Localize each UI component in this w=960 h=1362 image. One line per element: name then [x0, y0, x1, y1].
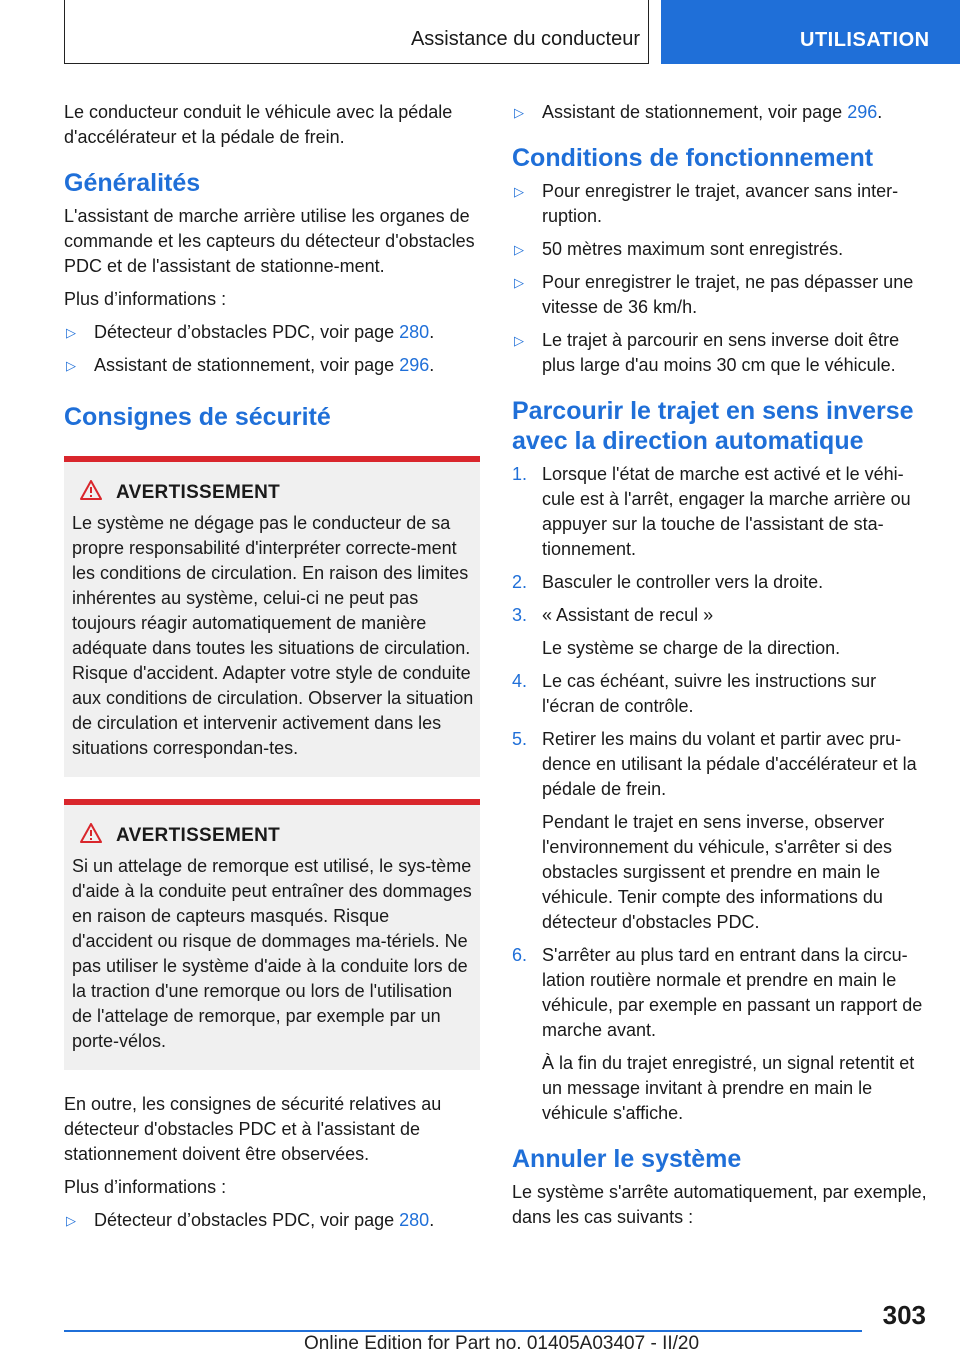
step-item: [512, 603, 928, 628]
triangle-bullet-icon: ▷: [514, 242, 524, 257]
step-text: Retirer les mains du volant et partir avec pru-dence en utilisant la pédale d'accélérateur et la pédale de frein.: [542, 729, 917, 799]
reference-text: Assistant de stationnement, voir page: [94, 355, 400, 375]
warning-triangle-icon: [80, 823, 102, 848]
step-text: S'arrêter au plus tard en entrant dans la circu-lation routière normale et prendre en main le véhicule, par exemple en passant un rapport de marche avant.: [542, 945, 923, 1040]
warning-title: AVERTISSEMENT: [116, 481, 281, 503]
triangle-bullet-icon: ▷: [514, 184, 524, 199]
step-note: Pendant le trajet en sens inverse, observer l'environnement du véhicule, s'arrêter si des obstacles surgissent et prendre en main le véhicule. Tenir compte des informations du détecteur d'obstacles PDC.: [542, 812, 893, 932]
warning-triangle-icon: [80, 480, 102, 505]
more-info-label: Plus d’informations :: [64, 1177, 227, 1197]
step-number: 4.: [512, 671, 528, 691]
list-item: [512, 270, 928, 320]
step-item: [512, 570, 928, 595]
section-title: Assistance du conducteur: [410, 28, 640, 50]
heading-conditions: Conditions de fonctionnement: [512, 144, 874, 172]
list-item: ▷ Détecteur d’obstacles PDC, voir page 280.: [64, 320, 480, 345]
list-item: [512, 237, 928, 262]
intro-text: Le conducteur conduit le véhicule avec la pédale d'accélérateur et la pédale de frein.: [64, 102, 453, 147]
condition-text: Pour enregistrer le trajet, avancer sans inter-ruption.: [542, 181, 899, 226]
cancel-text: Le système s'arrête automatiquement, par exemple, dans les cas suivants :: [512, 1182, 927, 1227]
chapter-tab-label: UTILISATION: [800, 29, 930, 51]
more-info-label: Plus d’informations :: [64, 289, 227, 309]
step-text: « Assistant de recul »: [542, 605, 714, 625]
step-item: [512, 669, 928, 719]
triangle-bullet-icon: ▷: [514, 333, 524, 348]
triangle-bullet-icon: ▷: [514, 275, 524, 290]
step-number: 2.: [512, 572, 528, 592]
triangle-bullet-icon: ▷: [66, 325, 76, 340]
heading-cancel: Annuler le système: [512, 1145, 742, 1173]
warning-header: [72, 480, 474, 505]
heading-reverse: Parcourir le trajet en sens inverse avec la direction automatique: [512, 397, 914, 455]
step-text: Lorsque l'état de marche est activé et le véhi-cule est à l'arrêt, engager la marche arrière ou appuyer sur la touche de l'assistant de sta-tionnement.: [542, 464, 911, 559]
page-link[interactable]: 296: [847, 102, 878, 122]
list-item: ▷ Assistant de stationnement, voir page 296.: [512, 100, 928, 125]
reference-text: Assistant de stationnement, voir page: [542, 102, 848, 122]
heading-general: Généralités: [64, 169, 201, 197]
chapter-tab: [661, 0, 960, 64]
step-number: 6.: [512, 945, 528, 965]
step-item: [512, 943, 928, 1043]
right-column: [512, 100, 928, 1238]
left-column: [64, 100, 480, 1241]
step-note: Le système se charge de la direction.: [542, 638, 841, 658]
heading-safety: Consignes de sécurité: [64, 403, 331, 431]
warning-header: [72, 823, 474, 848]
footer-rule: [64, 1330, 862, 1332]
warning-title: AVERTISSEMENT: [116, 824, 281, 846]
warning-box: [64, 456, 480, 777]
triangle-bullet-icon: ▷: [66, 358, 76, 373]
list-item: ▷ Détecteur d’obstacles PDC, voir page 280.: [64, 1208, 480, 1233]
step-text: Basculer le controller vers la droite.: [542, 572, 824, 592]
footer-edition: Online Edition for Part no. 01405A03407 - II/20: [304, 1333, 700, 1354]
condition-text: 50 mètres maximum sont enregistrés.: [542, 239, 844, 259]
triangle-bullet-icon: ▷: [514, 105, 524, 120]
step-number: 5.: [512, 729, 528, 749]
reference-text: Détecteur d’obstacles PDC, voir page: [94, 1210, 400, 1230]
triangle-bullet-icon: ▷: [66, 1213, 76, 1228]
list-item: [512, 179, 928, 229]
step-number: 1.: [512, 464, 528, 484]
condition-text: Le trajet à parcourir en sens inverse doit être plus large d'au moins 30 cm que le véhicule.: [542, 330, 900, 375]
safety-after-text: En outre, les consignes de sécurité relatives au détecteur d'obstacles PDC et à l'assistant de stationnement doivent être observées.: [64, 1094, 442, 1164]
page-link[interactable]: 280: [399, 322, 430, 342]
list-item: [512, 328, 928, 378]
step-item: [512, 727, 928, 802]
warning-text: Le système ne dégage pas le conducteur de sa propre responsabilité d'interpréter correcte-ment les conditions de circulation. En raison des limites inhérentes au système, celui-ci ne peut pas toujours réagir automatiquement de manière adéquate dans toutes les situations de circulation. Risque d'accident. Adapter votre style de conduite aux conditions de circulation. Observer la situation de circulation et intervenir activement dans les situations correspondan-tes.: [72, 513, 474, 758]
condition-text: Pour enregistrer le trajet, ne pas dépasser une vitesse de 36 km/h.: [542, 272, 914, 317]
warning-box: [64, 799, 480, 1070]
general-text: L'assistant de marche arrière utilise les organes de commande et les capteurs du détecteur d'obstacles PDC et de l'assistant de stationne-ment.: [64, 206, 475, 276]
step-item: [512, 462, 928, 562]
page-link[interactable]: 280: [399, 1210, 430, 1230]
page-link[interactable]: 296: [399, 355, 430, 375]
list-item: ▷ Assistant de stationnement, voir page 296.: [64, 353, 480, 378]
step-note: À la fin du trajet enregistré, un signal retentit et un message invitant à prendre en main le véhicule s'affiche.: [542, 1053, 915, 1123]
warning-text: Si un attelage de remorque est utilisé, le sys-tème d'aide à la conduite peut entraîner des dommages en raison de capteurs masqués. Risque d'accident ou risque de dommages ma-tériels. Ne pas utiliser le système d'aide à la conduite lors de la traction d'une remorque ou lors de l'utilisation de l'attelage de remorque, par exemple par un porte-vélos.: [72, 856, 472, 1051]
step-text: Le cas échéant, suivre les instructions sur l'écran de contrôle.: [542, 671, 877, 716]
reference-text: Détecteur d’obstacles PDC, voir page: [94, 322, 400, 342]
page-number: 303: [882, 1300, 926, 1330]
step-number: 3.: [512, 605, 528, 625]
